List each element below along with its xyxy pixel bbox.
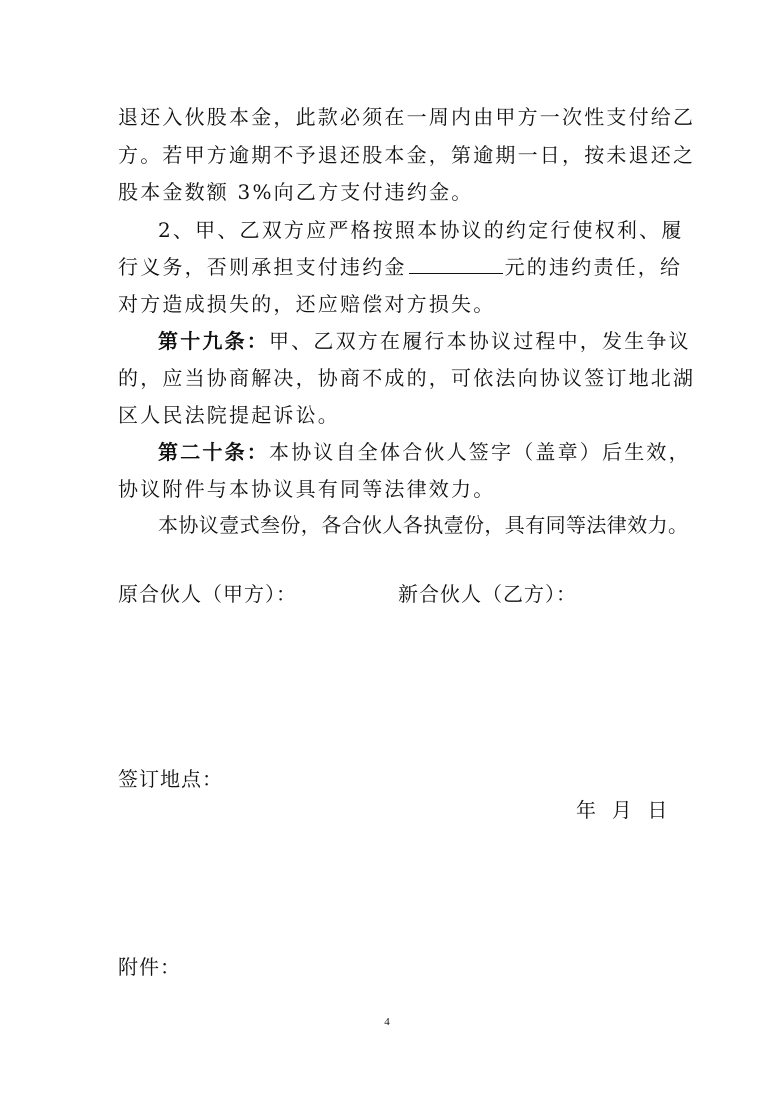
clause-2-line-2: [118, 254, 682, 280]
clause-2-text-before-blank: 行义务，否则承担支付违约金: [118, 255, 407, 279]
article-19-line-1: [158, 328, 691, 354]
clause-text-line-2: 方。若甲方逾期不予退还股本金，第逾期一日，按未退还之: [118, 143, 696, 167]
article-19-line-2: 的，应当协商解决，协商不成的，可依法向协议签订地北湖: [118, 366, 696, 390]
penalty-amount-blank: [409, 255, 503, 274]
article-20-title: 第二十条：: [158, 440, 269, 464]
party-a-signature-label: 原合伙人（甲方）：: [118, 582, 297, 606]
clause-text-line-1: 退还入伙股本金，此款必须在一周内由甲方一次性支付给乙: [118, 105, 696, 129]
page-number: 4: [384, 1016, 390, 1028]
article-19-title: 第十九条：: [158, 329, 269, 353]
article-20-line-1: [158, 439, 691, 465]
signing-date-label: 年 月 日: [576, 798, 669, 822]
attachment-label: 附件：: [118, 955, 181, 979]
article-19-text: 甲、乙双方在履行本协议过程中，发生争议: [269, 329, 691, 353]
copies-statement: 本协议壹式叁份，各合伙人各执壹份，具有同等法律效力。: [158, 513, 689, 537]
article-19-line-3: 区人民法院提起诉讼。: [118, 403, 340, 427]
clause-2-line-3: 对方造成损失的，还应赔偿对方损失。: [118, 292, 496, 316]
article-20-text: 本协议自全体合伙人签字（盖章）后生效，: [269, 440, 691, 464]
clause-text-line-3: 股本金数额 3%向乙方支付违约金。: [118, 180, 474, 204]
article-20-line-2: 协议附件与本协议具有同等法律效力。: [118, 477, 496, 501]
signing-place-label: 签订地点：: [118, 767, 223, 791]
clause-2-text-after-blank: 元的违约责任，给: [504, 255, 683, 279]
clause-2-line-1: 2、甲、乙双方应严格按照本协议的约定行使权利、履: [158, 218, 684, 242]
party-b-signature-label: 新合伙人（乙方）：: [398, 582, 577, 606]
